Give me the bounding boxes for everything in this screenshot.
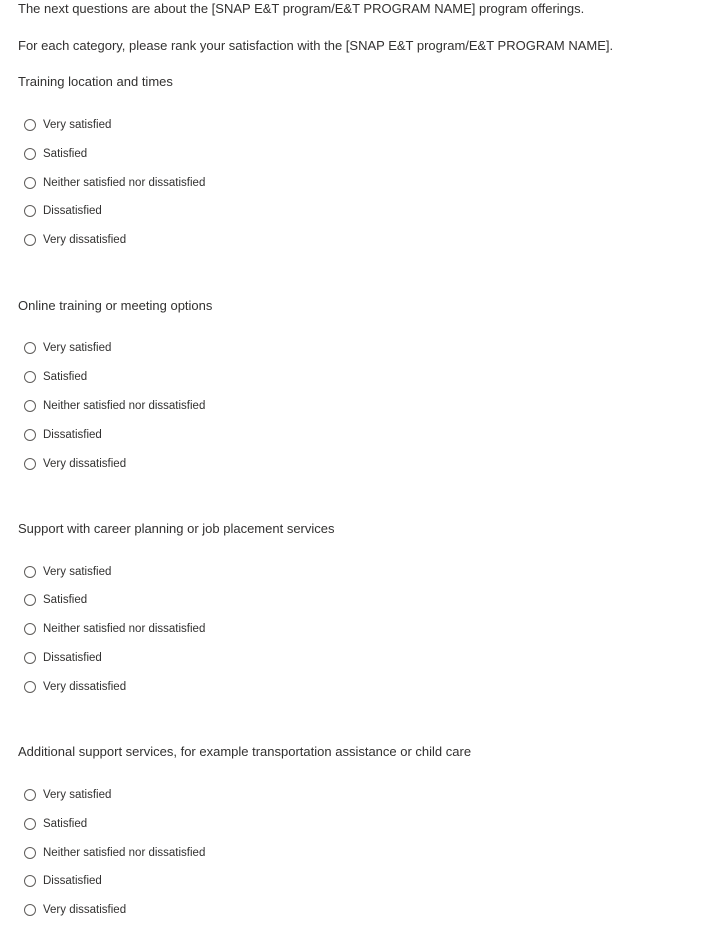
option-satisfied[interactable] xyxy=(24,816,87,832)
option-label: Dissatisfied xyxy=(43,875,102,887)
option-satisfied[interactable] xyxy=(24,369,87,385)
question-title: Online training or meeting options xyxy=(18,298,213,313)
radio-button[interactable] xyxy=(24,904,36,916)
option-dissatisfied[interactable] xyxy=(24,873,102,889)
radio-button[interactable] xyxy=(24,177,36,189)
option-very-satisfied[interactable] xyxy=(24,117,111,133)
radio-button[interactable] xyxy=(24,623,36,635)
option-very-satisfied[interactable] xyxy=(24,787,111,803)
option-label: Satisfied xyxy=(43,148,88,160)
radio-button[interactable] xyxy=(24,818,36,830)
radio-button[interactable] xyxy=(24,119,36,131)
option-label: Neither satisfied nor dissatisfied xyxy=(43,177,206,189)
radio-button[interactable] xyxy=(24,400,36,412)
option-label: Very satisfied xyxy=(43,119,112,131)
radio-button[interactable] xyxy=(24,205,36,217)
question-title: Training location and times xyxy=(18,74,173,89)
option-very-dissatisfied[interactable] xyxy=(24,456,126,472)
option-label: Very dissatisfied xyxy=(43,904,127,916)
option-neutral[interactable] xyxy=(24,398,205,414)
option-neutral[interactable] xyxy=(24,621,205,637)
option-label: Dissatisfied xyxy=(43,652,102,664)
option-dissatisfied[interactable] xyxy=(24,203,102,219)
option-label: Satisfied xyxy=(43,594,88,606)
option-label: Very dissatisfied xyxy=(43,458,127,470)
question-title: Additional support services, for example transportation assistance or child care xyxy=(18,744,472,759)
option-neutral[interactable] xyxy=(24,845,205,861)
option-neutral[interactable] xyxy=(24,175,205,191)
option-label: Very satisfied xyxy=(43,342,112,354)
radio-button[interactable] xyxy=(24,342,36,354)
option-satisfied[interactable] xyxy=(24,592,87,608)
option-very-satisfied[interactable] xyxy=(24,564,111,580)
radio-button[interactable] xyxy=(24,148,36,160)
radio-button[interactable] xyxy=(24,429,36,441)
option-dissatisfied[interactable] xyxy=(24,427,102,443)
radio-button[interactable] xyxy=(24,789,36,801)
option-very-dissatisfied[interactable] xyxy=(24,902,126,918)
option-label: Neither satisfied nor dissatisfied xyxy=(43,623,206,635)
option-label: Dissatisfied xyxy=(43,205,102,217)
radio-button[interactable] xyxy=(24,458,36,470)
option-label: Very dissatisfied xyxy=(43,234,127,246)
radio-button[interactable] xyxy=(24,875,36,887)
radio-button[interactable] xyxy=(24,566,36,578)
option-very-dissatisfied[interactable] xyxy=(24,679,126,695)
option-label: Satisfied xyxy=(43,371,88,383)
option-label: Dissatisfied xyxy=(43,429,102,441)
radio-button[interactable] xyxy=(24,594,36,606)
option-dissatisfied[interactable] xyxy=(24,650,102,666)
option-label: Neither satisfied nor dissatisfied xyxy=(43,847,206,859)
option-very-dissatisfied[interactable] xyxy=(24,232,126,248)
radio-button[interactable] xyxy=(24,652,36,664)
option-satisfied[interactable] xyxy=(24,146,87,162)
instructions-text: For each category, please rank your satisfaction with the [SNAP E&T program/E&T PROGRAM NAME]. xyxy=(18,38,614,53)
question-title: Support with career planning or job placement services xyxy=(18,521,335,536)
option-label: Very satisfied xyxy=(43,566,112,578)
option-label: Very dissatisfied xyxy=(43,681,127,693)
radio-button[interactable] xyxy=(24,371,36,383)
option-very-satisfied[interactable] xyxy=(24,340,111,356)
intro-text: The next questions are about the [SNAP E&T program/E&T PROGRAM NAME] program offerings. xyxy=(18,1,585,16)
radio-button[interactable] xyxy=(24,234,36,246)
option-label: Very satisfied xyxy=(43,789,112,801)
radio-button[interactable] xyxy=(24,681,36,693)
option-label: Neither satisfied nor dissatisfied xyxy=(43,400,206,412)
radio-button[interactable] xyxy=(24,847,36,859)
option-label: Satisfied xyxy=(43,818,88,830)
